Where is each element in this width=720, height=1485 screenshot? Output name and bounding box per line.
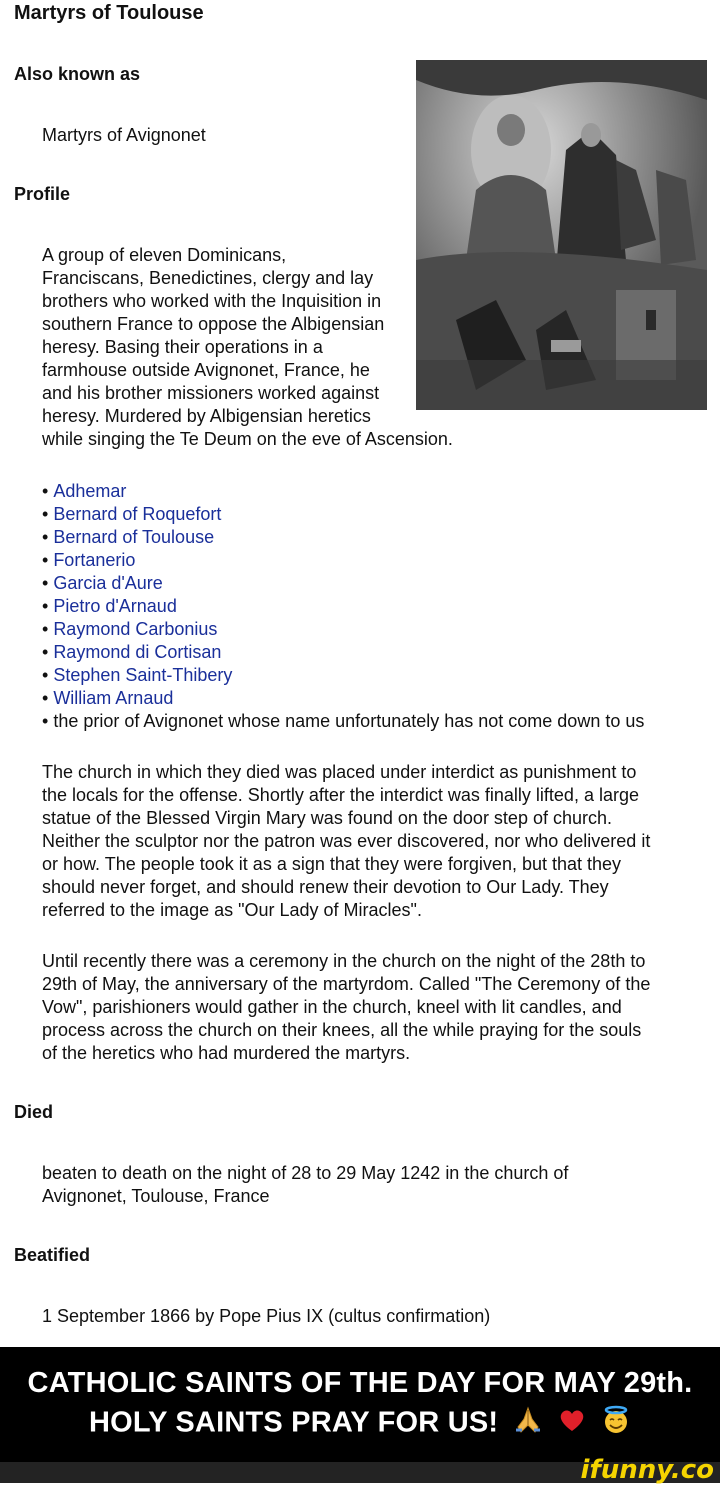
list-item[interactable]: • Pietro d'Arnaud (42, 596, 177, 616)
list-item[interactable]: • Bernard of Toulouse (42, 527, 215, 547)
paragraph-line: The church in which they died was placed under interdict as punishment to (42, 762, 637, 782)
list-item[interactable]: • Adhemar (42, 481, 127, 501)
martyr-link[interactable]: Adhemar (53, 481, 127, 501)
beatified-text: 1 September 1866 by Pope Pius IX (cultus confirmation) (42, 1306, 491, 1326)
died-text (42, 1162, 707, 1208)
red-heart-icon (557, 1405, 587, 1443)
interdict-paragraph (42, 761, 707, 922)
profile-line: A group of eleven Dominicans, (42, 245, 287, 265)
martyr-link[interactable]: Raymond di Cortisan (53, 642, 222, 662)
list-item[interactable]: • William Arnaud (42, 688, 174, 708)
martyr-link[interactable]: William Arnaud (53, 688, 174, 708)
paragraph-line: Until recently there was a ceremony in the church on the night of the 28th to (42, 951, 646, 971)
banner-line-2-text: HOLY SAINTS PRAY FOR US! (88, 1406, 499, 1439)
paragraph-line: referred to the image as "Our Lady of Miracles". (42, 900, 422, 920)
ifunny-watermark: ifunny.co (580, 1455, 714, 1485)
list-item[interactable]: • Bernard of Roquefort (42, 504, 222, 524)
smiling-face-with-halo-icon (601, 1405, 631, 1443)
banner-line-2 (0, 1405, 720, 1443)
paragraph-line: of the heretics who had murdered the martyrs. (42, 1043, 411, 1063)
paragraph-line: process across the church on their knees, all the while praying for the souls (42, 1020, 642, 1040)
died-line: Avignonet, Toulouse, France (42, 1186, 270, 1206)
praying-hands-icon (513, 1405, 543, 1443)
banner-line-1: CATHOLIC SAINTS OF THE DAY FOR MAY 29th. (27, 1367, 693, 1399)
profile-line: southern France to oppose the Albigensian (42, 314, 385, 334)
list-item[interactable]: • Raymond Carbonius (42, 619, 218, 639)
also-known-as-heading: Also known as (14, 64, 141, 84)
caption-banner (0, 1347, 720, 1462)
martyr-link[interactable]: Raymond Carbonius (53, 619, 218, 639)
paragraph-line: 29th of May, the anniversary of the martyrdom. Called "The Ceremony of the (42, 974, 651, 994)
paragraph-line: the locals for the offense. Shortly after the interdict was finally lifted, a large (42, 785, 639, 805)
footer-bar (0, 1455, 720, 1485)
profile-line: farmhouse outside Avignonet, France, he (42, 360, 370, 380)
martyr-link[interactable]: Fortanerio (53, 550, 136, 570)
ceremony-paragraph (42, 950, 707, 1065)
paragraph-line: Vow", parishioners would gather in the church, kneel with lit candles, and (42, 997, 622, 1017)
martyr-link[interactable]: Garcia d'Aure (53, 573, 163, 593)
also-known-as-text: Martyrs of Avignonet (42, 125, 206, 145)
martyr-link[interactable]: Bernard of Toulouse (53, 527, 215, 547)
list-item[interactable]: • Raymond di Cortisan (42, 642, 222, 662)
martyr-link[interactable]: Stephen Saint-Thibery (53, 665, 233, 685)
martyr-link[interactable]: Pietro d'Arnaud (53, 596, 177, 616)
paragraph-line: should never forget, and should renew their devotion to Our Lady. They (42, 877, 609, 897)
profile-heading: Profile (14, 184, 71, 204)
page-title: Martyrs of Toulouse (14, 2, 204, 24)
paragraph-line: statue of the Blessed Virgin Mary was found on the door step of church. (42, 808, 612, 828)
profile-line: heresy. Murdered by Albigensian heretics (42, 406, 371, 426)
profile-line: brothers who worked with the Inquisition in (42, 291, 382, 311)
profile-line: and his brother missioners worked against (42, 383, 380, 403)
martyr-unnamed: the prior of Avignonet whose name unfortunately has not come down to us (53, 711, 645, 731)
died-line: beaten to death on the night of 28 to 29 May 1242 in the church of (42, 1163, 569, 1183)
profile-line: while singing the Te Deum on the eve of Ascension. (42, 429, 453, 449)
profile-line: heresy. Basing their operations in a (42, 337, 323, 357)
paragraph-line: Neither the sculptor nor the patron was ever discovered, nor who delivered it (42, 831, 651, 851)
beatified-heading: Beatified (14, 1245, 91, 1265)
paragraph-line: or how. The people took it as a sign that they were forgiven, but that they (42, 854, 622, 874)
list-item[interactable]: • Stephen Saint-Thibery (42, 665, 233, 685)
martyrdom-engraving-image (416, 60, 707, 410)
martyr-link[interactable]: Bernard of Roquefort (53, 504, 222, 524)
list-item: • the prior of Avignonet whose name unfortunately has not come down to us (42, 711, 645, 731)
profile-line: Franciscans, Benedictines, clergy and lay (42, 268, 374, 288)
died-heading: Died (14, 1102, 54, 1122)
martyr-list (42, 480, 644, 733)
list-item[interactable]: • Garcia d'Aure (42, 573, 163, 593)
list-item[interactable]: • Fortanerio (42, 550, 136, 570)
